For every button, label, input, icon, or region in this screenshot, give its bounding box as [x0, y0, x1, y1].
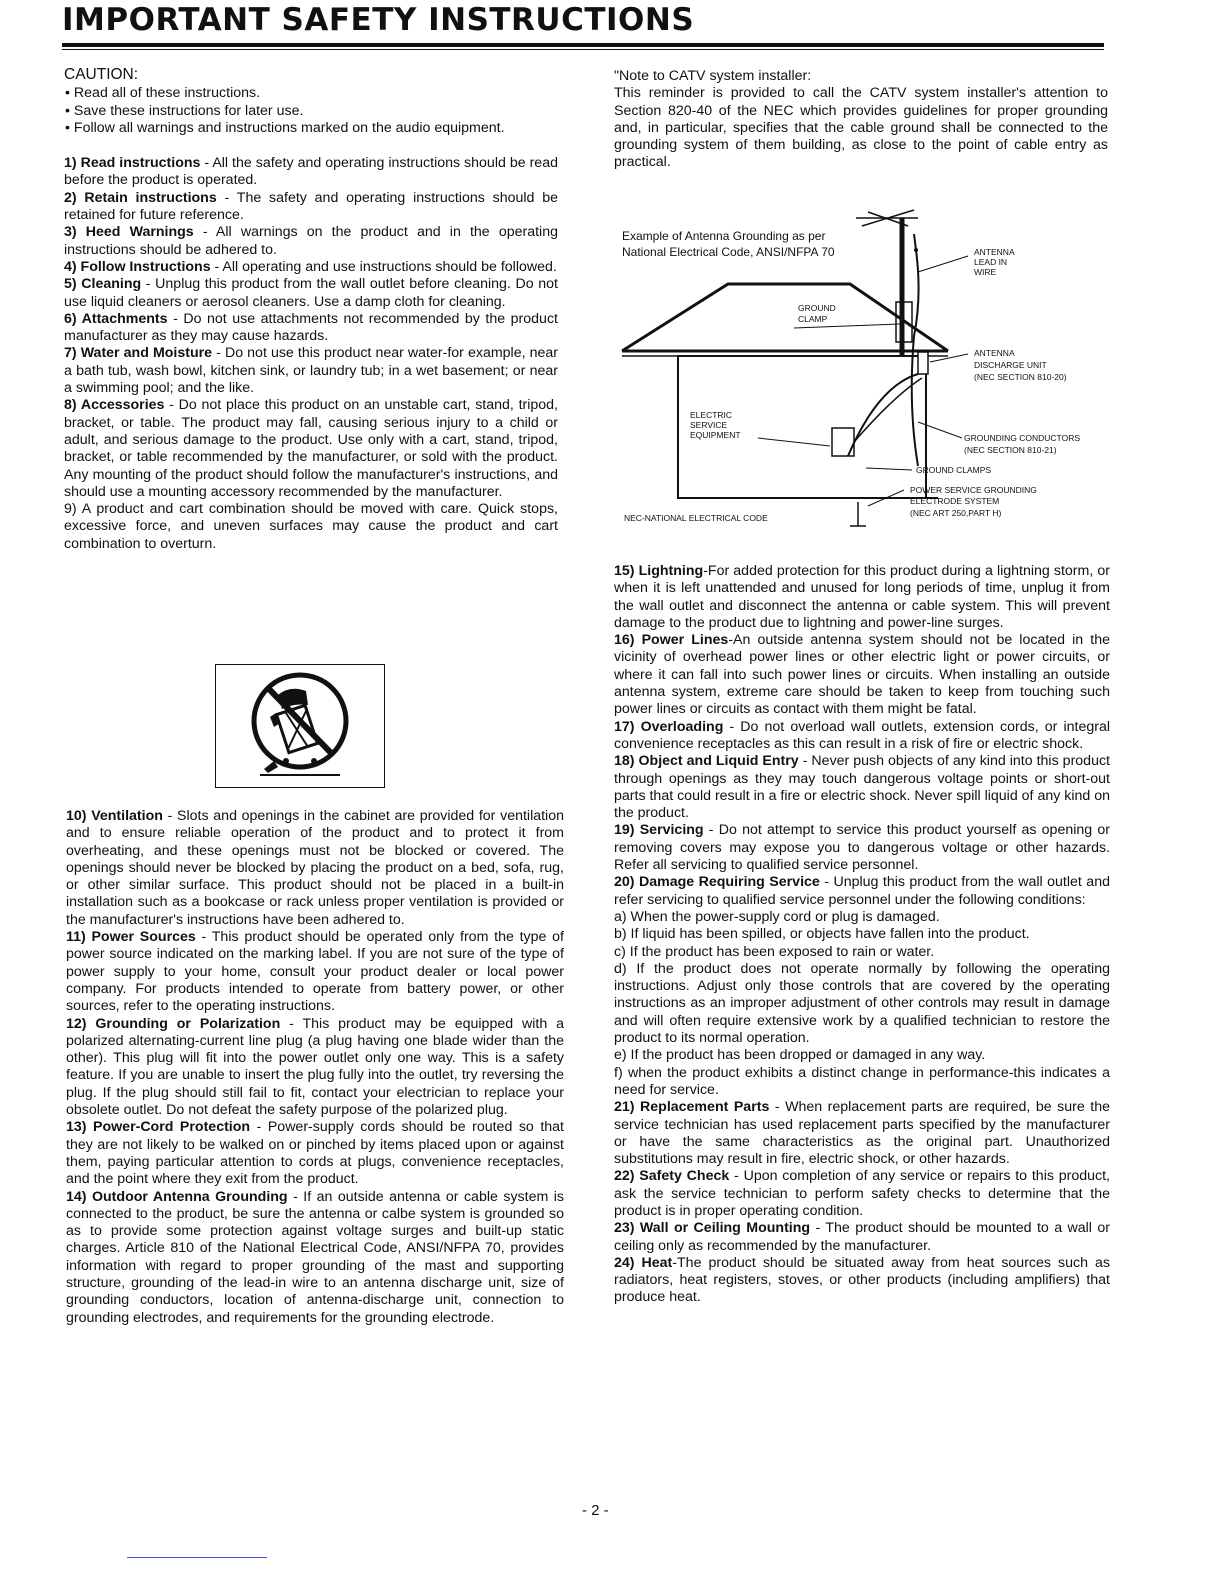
item-12: [66, 1016, 564, 1120]
left-column-top: [64, 66, 558, 553]
antenna-grounding-diagram: [618, 206, 1118, 536]
item-heading: 7) Water and Moisture: [64, 345, 213, 362]
caution-heading: CAUTION:: [64, 66, 139, 83]
label-lead-in: ANTENNA: [974, 247, 1015, 257]
bullet-mark: •: [65, 102, 70, 119]
label-grounding-conductors: GROUNDING CONDUCTORS: [964, 433, 1081, 443]
item-13: [66, 1119, 564, 1188]
item-heading: 24) Heat: [614, 1254, 673, 1271]
bullet-mark: •: [65, 119, 70, 136]
item-20: [614, 874, 1110, 909]
item-text: - This product should be operated only from the type of power source indicated on the marking label. If you are not sure of the type of power supply to your home, consult your product dealer or local power company. For products intended to operate from battery power, or other sources, refer to the operating instructions.: [66, 929, 565, 1015]
item-text: - All operating and use instructions should be followed.: [210, 258, 557, 275]
item-1: [64, 155, 558, 190]
item-heading: 10) Ventilation: [66, 808, 163, 824]
bullet-mark: •: [65, 85, 70, 102]
item-heading: 21) Replacement Parts: [614, 1099, 770, 1116]
caution-bullet: [64, 120, 558, 137]
item-5: [64, 276, 558, 311]
item-21: [614, 1099, 1110, 1168]
label-electrode-system: (NEC ART 250,PART H): [910, 508, 1002, 518]
item-text: - The safety and operating instructions should be retained for future reference.: [64, 189, 558, 224]
catv-note-text: This reminder is provided to call the CATV system installer's attention to Section 820-40 of the NEC which provides guidelines for proper grounding and, in particular, specifies that the cable ground shall be connected to the grounding system of them building, as close to the point of cable entry as practical.: [614, 85, 1108, 171]
item-text: - Unplug this product from the wall outlet before cleaning. Do not use liquid cleaners or aerosol cleaners. Use a damp cloth for cleaning.: [64, 276, 559, 310]
item-text: - Unplug this product from the wall outlet and refer servicing to qualified service personnel under the following conditions:: [614, 874, 1110, 908]
label-lead-in: WIRE: [974, 267, 997, 277]
item-14: [66, 1189, 564, 1327]
cart-tip-over-icon: [216, 665, 384, 787]
page-title: IMPORTANT SAFETY INSTRUCTIONS: [62, 2, 695, 38]
item-text: - Power-supply cords should be routed so that they are not likely to be walked on or pinched by items placed upon or against them, paying particular attention to cords at plugs, convenience receptacles, and the point where they exit from the product.: [66, 1119, 564, 1188]
label-ground-clamps: GROUND CLAMPS: [916, 465, 992, 475]
item-heading: 16) Power Lines: [614, 632, 729, 649]
item-text: - Upon completion of any service or repairs to this product, ask the service technician to perform safety checks to determine that the product is in proper operating condition.: [614, 1168, 1110, 1219]
item-heading: 14) Outdoor Antenna Grounding: [66, 1188, 288, 1205]
item-heading: 17) Overloading: [614, 718, 724, 735]
caution-bullet: [64, 85, 558, 102]
item-heading: 20) Damage Requiring Service: [614, 874, 820, 891]
item-text: - Do not use this product near water-for example, near a bath tub, wash bowl, kitchen sink, or laundry tub; in a wet basement; or near a swimming pool; and the like.: [64, 345, 558, 397]
item-19: [614, 822, 1110, 874]
bullet-text: Save these instructions for later use.: [73, 102, 304, 119]
label-electrode-system: POWER SERVICE GROUNDING: [910, 485, 1037, 495]
item-heading: 5) Cleaning: [64, 276, 142, 293]
item-heading: 8) Accessories: [64, 397, 165, 414]
item-heading: 6) Attachments: [64, 310, 168, 327]
item-20f: f) when the product exhibits a distinct change in performance-this indicates a need for service.: [614, 1064, 1110, 1098]
item-23: [614, 1220, 1110, 1255]
item-text: - When replacement parts are required, be sure the service technician has used replacement parts specified by the manufacturer or have the same characteristics as the original part. Unauthorized substitutions may result in fire, electric shock, or other hazards.: [614, 1099, 1110, 1168]
item-text: - The product should be mounted to a wall or ceiling only as recommended by the manufacturer.: [614, 1220, 1110, 1254]
item-text: -The product should be situated away from heat sources such as radiators, heat registers, stoves, or other products (including amplifiers) that produce heat.: [614, 1254, 1110, 1306]
item-text: - Slots and openings in the cabinet are provided for ventilation and to ensure reliable operation of the product and to protect it from overheating, and these openings must not be blocked or covered. The openings should never be blocked by placing the product on a bed, sofa, rug, or other similar surface. This product should not be placed in a built-in installation such as a bookcase or rack unless proper ventilation is provided or the manufacturer's instructions have been adhered to.: [66, 808, 564, 928]
item-4: [64, 259, 558, 276]
catv-note-heading: "Note to CATV system installer:: [614, 68, 812, 84]
label-ground-clamp: CLAMP: [798, 314, 828, 324]
caution-bullet: [64, 103, 558, 120]
item-17: [614, 719, 1110, 754]
item-heading: 19) Servicing: [614, 822, 704, 839]
item-text: - All warnings on the product and in the operating instructions should be adhered to.: [64, 224, 558, 258]
label-nec: NEC-NATIONAL ELECTRICAL CODE: [624, 513, 768, 523]
item-heading: 22) Safety Check: [614, 1168, 730, 1185]
diagram-caption-line1: Example of Antenna Grounding as per: [622, 229, 826, 243]
item-7: [64, 345, 558, 397]
item-20d: d) If the product does not operate normally by following the operating instructions. Adjust only those controls that are covered by the operating instructions as an improper adjustment of other controls may result in damage and will often require extensive work by a qualified technician to restore the product to its normal operation.: [614, 960, 1110, 1047]
item-20c: c) If the product has been exposed to rain or water.: [614, 943, 935, 960]
label-discharge-unit: (NEC SECTION 810-20): [974, 372, 1067, 382]
label-lead-in: LEAD IN: [974, 257, 1008, 267]
item-22: [614, 1168, 1110, 1220]
item-3: [64, 224, 558, 259]
diagram-caption-line2: National Electrical Code, ANSI/NFPA 70: [622, 245, 835, 259]
right-column-bottom: [614, 563, 1110, 1307]
item-24: [614, 1255, 1110, 1307]
item-text: - If an outside antenna or cable system is connected to the product, be sure the antenna or calbe system is grounded so as to provide some protection against voltage surges and built-up static charges. Article 810 of the National Electrical Code, ANSI/NFPA 70, provides information with regard to proper grounding of the mast and supporting structure, grounding of the lead-in wire to an antenna discharge unit, size of grounding conductors, location of antenna-discharge unit, connection to grounding electrodes, and requirements for the grounding electrode.: [66, 1188, 565, 1326]
catv-note: [614, 68, 1108, 172]
item-text: - This product may be equipped with a polarized alternating-current line plug (a plug having one blade wider than the other). This plug will fit into the power outlet only one way. This is a safety feature. If you are unable to insert the plug fully into the outlet, try reversing the plug. If the plug should still fail to fit, contact your electrician to replace your obsolete outlet. Do not defeat the safety purpose of the polarized plug.: [66, 1015, 564, 1119]
item-heading: 1) Read instructions: [64, 155, 201, 172]
item-text: -An outside antenna system should not be located in the vicinity of overhead power lines or other electric light or power circuits, or where it can fall into such power lines or circuits. When installing an outside antenna system, extreme care should be taken to keep from touching such power lines or circuits as contact with them might be fatal.: [614, 632, 1111, 718]
title-rule: [62, 43, 1104, 47]
item-20a: a) When the power-supply cord or plug is damaged.: [614, 908, 940, 925]
cart-warning-image: [215, 664, 385, 788]
item-16: [614, 632, 1110, 718]
label-discharge-unit: DISCHARGE UNIT: [974, 360, 1047, 370]
label-electric-service: EQUIPMENT: [690, 430, 741, 440]
item-20e: e) If the product has been dropped or damaged in any way.: [614, 1047, 986, 1064]
label-ground-clamp: GROUND: [798, 303, 836, 313]
bullet-text: Follow all warnings and instructions marked on the audio equipment.: [73, 119, 505, 136]
left-column-bottom: [66, 808, 564, 1327]
footer-line: [127, 1557, 267, 1558]
label-electric-service: ELECTRIC: [690, 410, 733, 420]
item-heading: 3) Heed Warnings: [64, 224, 194, 241]
item-heading: 18) Object and Liquid Entry: [614, 753, 799, 770]
item-text: - Do not place this product on an unstable cart, stand, tripod, bracket, or table. The product may fall, causing serious injury to a child or adult, and serious damage to the product. Use only with a cart, stand, tripod, bracket, or table recommended by the manufacturer, or sold with the product. Any mounting of the product should follow the manufacturer's instructions, and should use a mounting accessory recommended by the manufacturer.: [64, 397, 559, 500]
item-8: [64, 397, 558, 501]
item-9: 9) A product and cart combination should be moved with care. Quick stops, excessive force, and uneven surfaces may cause the product and cart combination to overturn.: [64, 501, 558, 552]
item-heading: 4) Follow Instructions: [64, 258, 211, 275]
antenna-grounding-illustration: [618, 206, 1118, 536]
item-text: -For added protection for this product during a lightning storm, or when it is left unattended and unused for long periods of time, unplug it from the wall outlet and disconnect the antenna or cable system. This will prevent damage to the product due to lightning and power-line surges.: [614, 563, 1110, 631]
item-text: - Do not overload wall outlets, extension cords, or integral convenience receptacles as this can result in a risk of fire or electric shock.: [614, 718, 1110, 752]
item-text: - Do not use attachments not recommended by the product manufacturer as they may cause hazards.: [64, 310, 558, 345]
item-18: [614, 753, 1110, 822]
item-heading: 12) Grounding or Polarization: [66, 1015, 281, 1032]
item-heading: 15) Lightning: [614, 563, 704, 579]
item-text: - Never push objects of any kind into this product through openings as they may touch dangerous voltage points or short-out parts that could result in a fire or electric shock. Never spill liquid of any kind on the product.: [614, 753, 1111, 822]
label-grounding-conductors: (NEC SECTION 810-21): [964, 445, 1057, 455]
label-discharge-unit: ANTENNA: [974, 348, 1015, 358]
item-heading: 11) Power Sources: [66, 929, 196, 946]
page-number: - 2 -: [582, 1502, 609, 1519]
item-11: [66, 929, 564, 1015]
item-heading: 2) Retain instructions: [64, 189, 217, 206]
item-text: - Do not attempt to service this product yourself as opening or removing covers may expose you to dangerous voltage or other hazards. Refer all servicing to qualified service personnel.: [614, 822, 1110, 874]
spacer: [64, 137, 558, 155]
item-heading: 23) Wall or Ceiling Mounting: [614, 1220, 811, 1237]
bullet-text: Read all of these instructions.: [73, 85, 261, 102]
item-20b: b) If liquid has been spilled, or objects have fallen into the product.: [614, 926, 1030, 943]
item-2: [64, 190, 558, 225]
label-electric-service: SERVICE: [690, 420, 728, 430]
item-10: [66, 808, 564, 929]
item-6: [64, 311, 558, 346]
item-15: [614, 563, 1110, 632]
item-text: - All the safety and operating instructions should be read before the product is operated.: [64, 155, 558, 189]
item-heading: 13) Power-Cord Protection: [66, 1119, 251, 1136]
title-rule-thin: [62, 49, 1104, 50]
label-electrode-system: ELECTRODE SYSTEM: [910, 496, 1000, 506]
